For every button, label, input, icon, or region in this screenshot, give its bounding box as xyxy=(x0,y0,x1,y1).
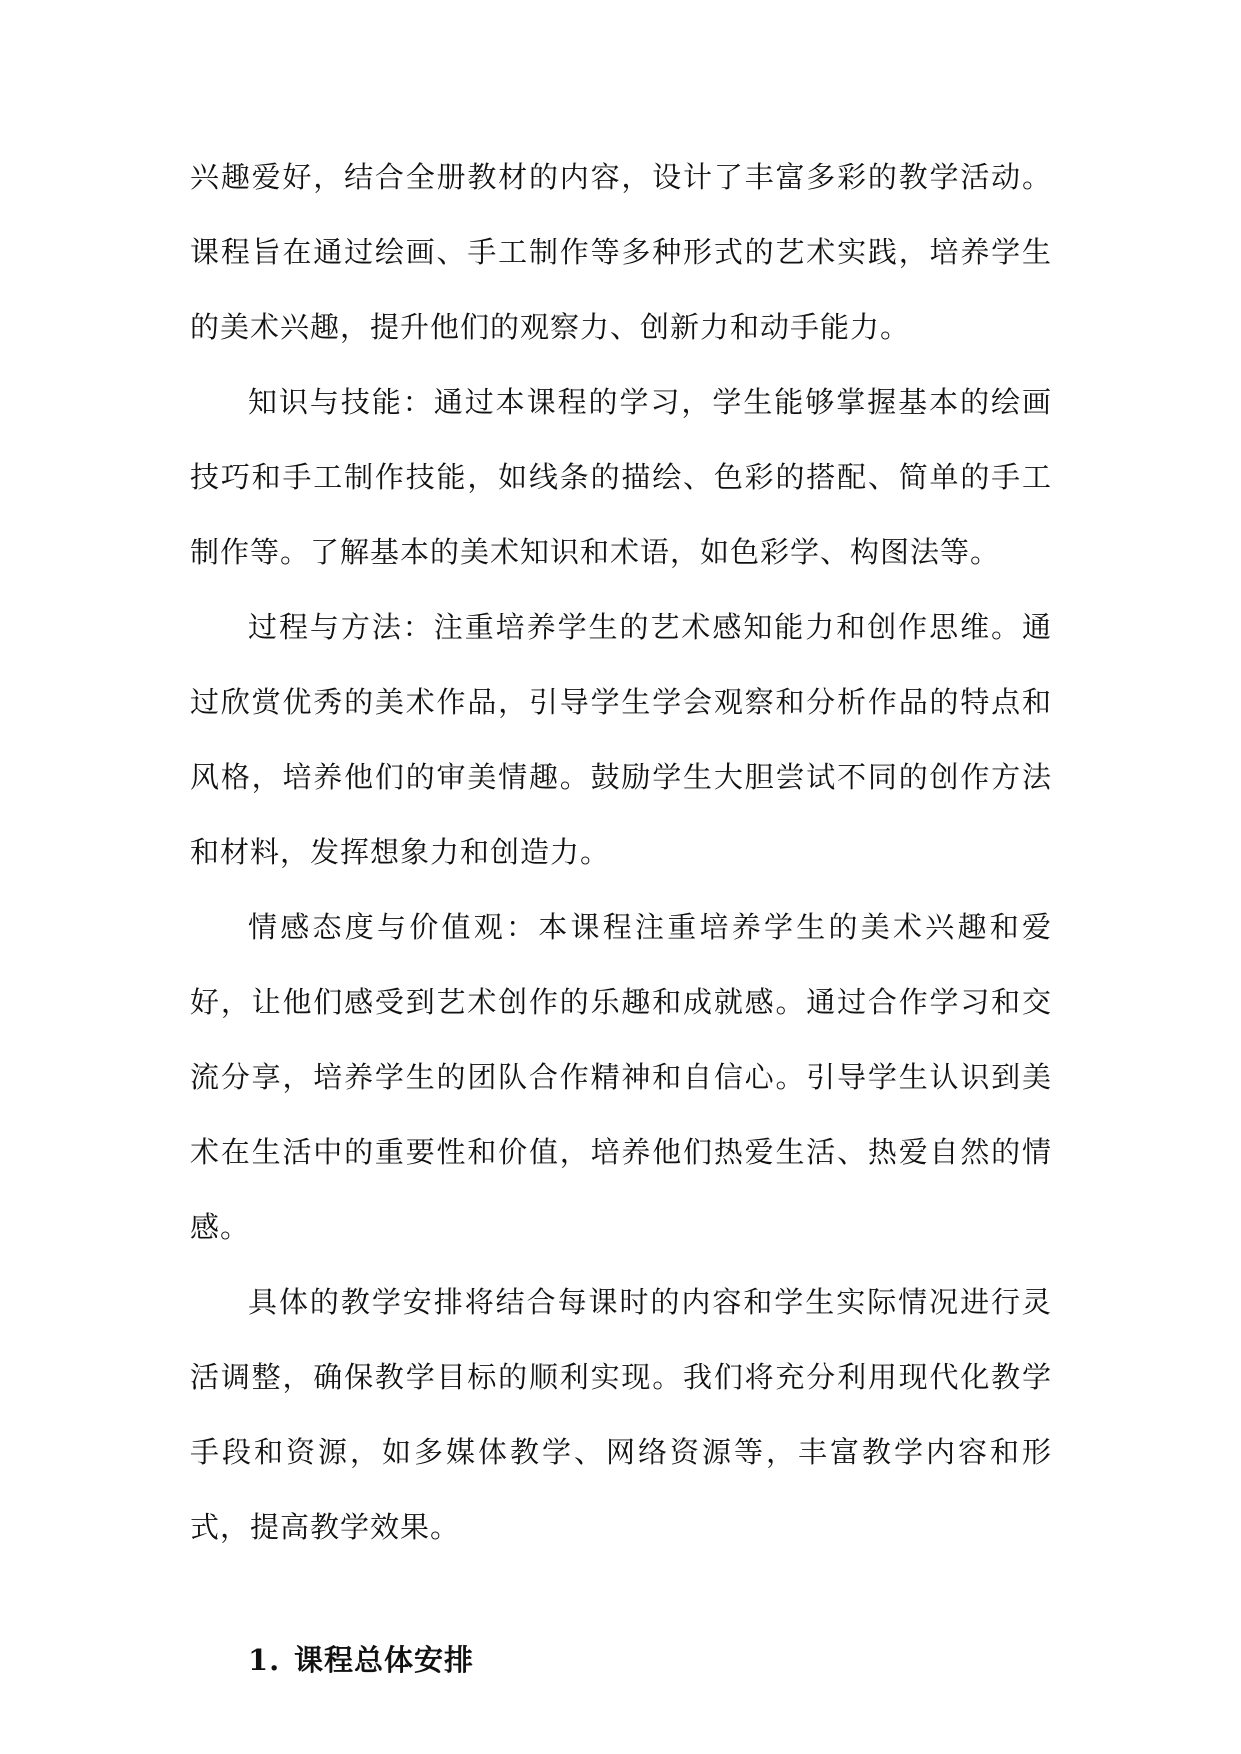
paragraph-teaching-arrangement: 具体的教学安排将结合每课时的内容和学生实际情况进行灵活调整，确保教学目标的顺利实现。我们将充分利用现代化教学手段和资源，如多媒体教学、网络资源等，丰富教学内容和形式，提高教学效果。 xyxy=(190,1285,1052,1544)
paragraph-knowledge-skills: 知识与技能：通过本课程的学习，学生能够掌握基本的绘画技巧和手工制作技能，如线条的描绘、色彩的搭配、简单的手工制作等。了解基本的美术知识和术语，如色彩学、构图法等。 xyxy=(190,385,1052,569)
paragraph-intro: 兴趣爱好，结合全册教材的内容，设计了丰富多彩的教学活动。课程旨在通过绘画、手工制作等多种形式的艺术实践，培养学生的美术兴趣，提升他们的观察力、创新力和动手能力。 xyxy=(190,160,1052,344)
section-heading-number: 1. xyxy=(248,1643,281,1677)
section-heading-title: 课程总体安排 xyxy=(294,1643,475,1677)
document-body xyxy=(190,140,1052,1698)
paragraph-process-methods: 过程与方法：注重培养学生的艺术感知能力和创作思维。通过欣赏优秀的美术作品，引导学生学会观察和分析作品的特点和风格，培养他们的审美情趣。鼓励学生大胆尝试不同的创作方法和材料，发挥想象力和创造力。 xyxy=(190,610,1052,869)
section-heading xyxy=(190,1623,1052,1698)
paragraph-emotion-values: 情感态度与价值观：本课程注重培养学生的美术兴趣和爱好，让他们感受到艺术创作的乐趣和成就感。通过合作学习和交流分享，培养学生的团队合作精神和自信心。引导学生认识到美术在生活中的重要性和价值，培养他们热爱生活、热爱自然的情感。 xyxy=(190,910,1052,1244)
